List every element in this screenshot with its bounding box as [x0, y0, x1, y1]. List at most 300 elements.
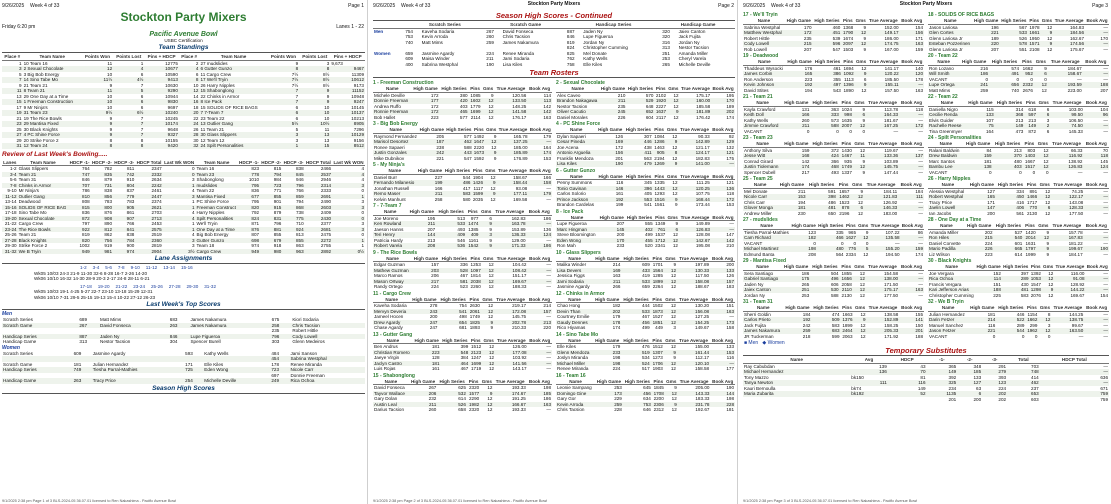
- table-cell: 748: [1007, 369, 1040, 375]
- table-cell: —: [918, 117, 923, 123]
- table-cell: 9: [854, 317, 867, 323]
- table-cell: 9648: [167, 126, 178, 132]
- table-cell: 120.22: [867, 71, 899, 77]
- table-cell: 9: [863, 46, 867, 52]
- team-name: 28 - One Day at a Time: [928, 217, 982, 223]
- table-cell: 66.33: [1070, 147, 1083, 153]
- column-header: Pins: [838, 182, 849, 187]
- table-cell: —: [729, 221, 734, 226]
- table-cell: —: [527, 268, 552, 274]
- team-name: 6 - Gutter Gunzo: [556, 167, 596, 174]
- table-cell: 2320: [468, 385, 480, 390]
- table-cell: 392: [948, 374, 957, 380]
- column-header: High Series: [626, 173, 652, 179]
- table-cell: 17-18: [4, 210, 17, 215]
- men-legend-icon: ■: [744, 340, 748, 346]
- table-cell: 12: [664, 268, 677, 274]
- table-cell: 208: [407, 243, 436, 249]
- table-cell: 242: [802, 322, 811, 328]
- column-header: Gms: [1039, 305, 1051, 310]
- table-cell: 164: [543, 144, 551, 150]
- table-cell: 9156: [353, 137, 364, 143]
- table-cell: 1602: [470, 98, 481, 103]
- table-cell: 563: [644, 155, 652, 161]
- table-cell: 9: [674, 202, 678, 207]
- table-cell: Franklin Mendoza: [557, 155, 594, 161]
- page-header: [0, 0, 367, 11]
- table-cell: Gaudy Dennes: [556, 320, 593, 326]
- column-header: Gms: [1041, 18, 1052, 23]
- table-cell: 11-12: [2, 194, 18, 200]
- table-cell: 910: [126, 177, 135, 182]
- table-cell: 761: [654, 227, 667, 233]
- table-cell: 325: [927, 380, 958, 386]
- table-cell: Jasmine Agardy: [421, 50, 455, 56]
- table-cell: 1577: [467, 391, 480, 397]
- table-cell: 155.11: [867, 82, 899, 88]
- column-header: Name: [373, 127, 418, 133]
- team-name: 30 - Black Knights: [928, 258, 972, 264]
- table-cell: 25: [16, 126, 22, 132]
- table-cell: 12: [488, 284, 494, 289]
- table-cell: Carlos Solorio: [557, 191, 586, 196]
- column-header: HDCP -2-: [91, 159, 112, 165]
- table-cell: Anthony Silva: [744, 147, 773, 153]
- table-cell: 162.83: [511, 215, 526, 221]
- roster-table: [743, 223, 924, 257]
- table-cell: Jami Sanson: [290, 350, 318, 356]
- roster-table: [373, 209, 552, 249]
- table-cell: Lisa Kiles: [556, 161, 596, 167]
- table-cell: VACANT: [744, 128, 763, 134]
- table-cell: 12: [482, 268, 495, 274]
- table-cell: 4: [191, 210, 195, 215]
- lane-pair: 5-6: [105, 265, 112, 270]
- table-cell: 133: [973, 374, 982, 380]
- column-header: True Average: [498, 168, 527, 173]
- table-cell: 126.92: [883, 199, 898, 205]
- table-cell: 8: [82, 143, 113, 149]
- table-cell: 1161: [468, 237, 479, 243]
- table-cell: 103.89: [884, 158, 899, 164]
- table-cell: Robert Varela: [373, 243, 407, 249]
- table-cell: 9830: [144, 99, 179, 105]
- table-cell: 226: [617, 114, 626, 120]
- roster-row: [373, 325, 552, 331]
- table-cell: 237: [1031, 385, 1039, 391]
- table-cell: 646: [643, 407, 651, 412]
- table-cell: 878: [837, 205, 851, 211]
- table-cell: 142.67: [679, 238, 711, 244]
- column-header: Pins: [845, 223, 856, 228]
- table-cell: 2058: [841, 281, 852, 287]
- table-cell: 9: [299, 99, 330, 105]
- table-cell: 172.08: [494, 309, 527, 315]
- roster-row: [556, 98, 735, 104]
- table-cell: 217: [412, 279, 440, 285]
- team-name: 19 - Deadwood: [743, 53, 779, 59]
- column-header: True Average: [1048, 59, 1083, 65]
- table-cell: 838: [126, 232, 135, 237]
- column-header: High Game: [784, 264, 809, 269]
- table-cell: 159: [915, 46, 923, 52]
- table-cell: 181: [777, 205, 806, 211]
- column-header: True Average: [866, 141, 899, 147]
- table-cell: 4½: [113, 77, 144, 83]
- table-cell: 1899: [842, 322, 853, 328]
- lane-pair: 19-20: [97, 283, 110, 289]
- table-cell: Chinks in Armor: [18, 183, 69, 189]
- team-name: 20 - Team 22: [928, 53, 958, 59]
- roster-row: [556, 139, 735, 145]
- roster-row: [556, 385, 735, 391]
- column-header: High Game: [786, 18, 811, 23]
- table-cell: 1247: [470, 355, 482, 360]
- table-cell: 74.50: [1050, 123, 1083, 129]
- table-cell: 26: [193, 126, 199, 132]
- column-header: Pins: [841, 264, 852, 269]
- table-cell: 4: [361, 166, 364, 171]
- table-cell: 1825: [469, 319, 480, 325]
- table-cell: 116.92: [1050, 153, 1084, 159]
- table-cell: 107.75: [695, 191, 710, 196]
- table-cell: 697: [271, 372, 280, 378]
- team-name: 10 - Glass Slippers: [556, 249, 601, 256]
- table-cell: Tayvor Wallace: [373, 391, 409, 397]
- column-header: Gms: [666, 378, 677, 384]
- table-cell: 219.17: [512, 303, 527, 308]
- table-cell: 9: [479, 221, 492, 227]
- table-cell: 192: [597, 197, 624, 203]
- table-cell: Jami Sodaria: [556, 279, 593, 285]
- table-cell: 794: [260, 172, 282, 178]
- table-cell: 403: [993, 164, 1023, 170]
- table-cell: 825: [566, 50, 575, 56]
- table-cell: —: [711, 161, 735, 167]
- team-name: 7 - 7-Team 7: [373, 203, 402, 209]
- table-cell: 2691: [305, 194, 332, 200]
- table-cell: 1674: [843, 35, 854, 41]
- table-cell: 10129: [330, 132, 365, 138]
- column-header: Place #: [179, 54, 200, 60]
- table-cell: 12: [487, 303, 494, 308]
- table-cell: 221: [973, 30, 1000, 36]
- table-cell: 182: [790, 235, 817, 241]
- table-cell: 775: [282, 216, 304, 222]
- column-header: Pins: [470, 255, 481, 261]
- table-cell: 756: [91, 238, 113, 244]
- table-cell: 12: [670, 303, 676, 308]
- table-cell: Keith Doll: [743, 112, 782, 118]
- roster-row: [928, 252, 1109, 258]
- table-cell: 1712: [655, 237, 666, 243]
- table-cell: 0: [865, 240, 869, 246]
- roster-table: [928, 141, 1109, 175]
- table-cell: 3: [332, 227, 365, 233]
- table-cell: 172: [412, 109, 440, 115]
- table-cell: mudslides: [196, 183, 238, 189]
- table-cell: 6: [195, 71, 199, 77]
- table-cell: 759: [1100, 396, 1108, 402]
- table-cell: 384: [460, 355, 469, 360]
- table-cell: 922: [68, 227, 90, 233]
- table-cell: 185.58: [696, 103, 711, 109]
- table-cell: 163: [543, 114, 551, 120]
- column-header: Name: [373, 297, 410, 303]
- table-cell: 486: [828, 199, 836, 205]
- column-header: Team Name: [199, 54, 267, 60]
- table-cell: 567: [1019, 24, 1027, 30]
- table-cell: 172: [899, 123, 924, 129]
- table-cell: Ralani Baldwin: [929, 147, 960, 153]
- table-cell: 355: [833, 76, 841, 82]
- table-cell: 1999: [1025, 251, 1036, 257]
- column-header: Gms: [855, 18, 866, 23]
- table-cell: 121.83: [864, 194, 898, 200]
- table-cell: Chris Tacsion: [557, 407, 585, 412]
- table-cell: 149.17: [867, 30, 899, 36]
- table-cell: Christopher Cumming: [929, 292, 974, 298]
- table-cell: 524: [621, 361, 650, 367]
- table-cell: 126.83: [679, 227, 711, 233]
- table-cell: 153: [777, 194, 806, 200]
- column-header: Pins: [1024, 141, 1035, 146]
- table-cell: 242: [418, 150, 445, 156]
- table-cell: 7: [268, 88, 299, 94]
- table-cell: 11 Team 21: [200, 126, 225, 132]
- table-cell: 1920: [655, 98, 667, 103]
- table-cell: 776: [845, 246, 857, 252]
- table-cell: 601: [1014, 240, 1023, 246]
- column-header: Name: [373, 86, 412, 92]
- table-cell: —: [898, 205, 924, 211]
- table-cell: 974: [113, 249, 135, 255]
- table-cell: 30: [193, 137, 199, 143]
- roster-row: [373, 180, 552, 186]
- table-cell: 526: [437, 402, 467, 408]
- table-cell: 12: [672, 133, 678, 139]
- table-cell: 218: [802, 333, 811, 339]
- column-header: Name: [373, 338, 413, 344]
- table-cell: 747: [68, 172, 90, 178]
- table-cell: 723: [270, 367, 289, 373]
- table-cell: 456: [623, 391, 652, 397]
- table-cell: 233: [616, 243, 625, 248]
- table-cell: Scratch Game: [2, 323, 78, 329]
- column-header: Gms: [665, 337, 676, 343]
- roster-table: [928, 264, 1109, 298]
- column-header: Place #: [2, 54, 23, 60]
- table-cell: 965: [848, 229, 856, 235]
- table-cell: 0: [1044, 76, 1047, 82]
- table-cell: 1599: [472, 191, 484, 196]
- column-header: Pins: [472, 168, 483, 173]
- table-cell: Freeman Construct: [196, 204, 236, 210]
- table-cell: 307: [644, 133, 652, 139]
- table-cell: Sabrina Westphal: [421, 61, 458, 67]
- table-cell: 1699: [470, 109, 481, 114]
- table-cell: 184.11: [883, 188, 898, 194]
- table-cell: 1097: [470, 267, 481, 273]
- table-cell: 202: [593, 309, 621, 315]
- table-cell: 2453: [151, 221, 162, 226]
- table-cell: 3: [268, 132, 299, 138]
- table-cell: 588: [830, 292, 839, 298]
- report-week: Week 4 of 33: [771, 3, 801, 9]
- table-cell: 7: [2, 77, 23, 83]
- roster-table: [556, 215, 735, 249]
- table-cell: 871: [251, 221, 260, 226]
- table-cell: 3-4: [2, 172, 18, 178]
- table-cell: 5: [19, 71, 22, 77]
- table-cell: 194.50: [885, 251, 900, 257]
- table-cell: 6: [957, 391, 982, 397]
- table-cell: 345: [644, 180, 652, 185]
- table-cell: 583: [443, 191, 471, 197]
- table-cell: 227: [434, 174, 443, 180]
- table-cell: 136: [711, 186, 735, 192]
- table-cell: —: [1077, 76, 1082, 82]
- table-cell: 593: [185, 350, 193, 356]
- table-cell: 564: [835, 251, 844, 257]
- table-cell: 205.00: [695, 385, 710, 390]
- table-cell: 184.17: [1068, 251, 1083, 257]
- table-cell: 9: [493, 155, 497, 161]
- column-header: High Series: [627, 86, 654, 91]
- column-header: Name: [373, 256, 412, 262]
- column-header: High Series: [621, 256, 650, 262]
- table-cell: —: [899, 276, 924, 282]
- table-cell: —: [918, 128, 923, 134]
- league-title: Stockton Party Mixers: [899, 1, 953, 7]
- table-cell: 126.00: [512, 344, 527, 349]
- table-cell: —: [729, 314, 734, 319]
- roster-table: [373, 297, 552, 331]
- column-header: Book Avg: [529, 127, 551, 132]
- usbc-certification: USBC Certification: [164, 38, 203, 43]
- column-header: Pins: [1025, 223, 1035, 228]
- table-cell: 532: [437, 391, 467, 397]
- table-cell: 171.92: [884, 333, 899, 339]
- table-cell: 1463: [654, 144, 665, 150]
- table-cell: 172: [430, 92, 439, 98]
- table-cell: 7: [140, 82, 144, 88]
- column-header: High Game: [409, 379, 438, 385]
- table-cell: 6: [140, 71, 144, 77]
- roster-row: [373, 314, 552, 320]
- column-header: High Game: [419, 127, 444, 132]
- table-cell: —: [1084, 317, 1109, 323]
- lane-pair: 23-24: [133, 283, 145, 289]
- table-cell: James Nakamura: [502, 39, 539, 45]
- column-header: Pins: [652, 255, 663, 261]
- column-header: True Average: [494, 297, 527, 303]
- table-cell: 846: [169, 334, 190, 340]
- table-cell: 2306: [653, 401, 664, 407]
- table-cell: 1592: [473, 155, 485, 161]
- table-cell: 23 Team 22: [200, 115, 225, 121]
- table-cell: 1542: [466, 243, 479, 249]
- lane-pair: 13-14: [163, 265, 175, 270]
- table-cell: 104.42: [512, 262, 527, 267]
- table-cell: 156: [596, 150, 624, 156]
- table-cell: 2097: [843, 41, 854, 46]
- table-cell: 9 Mr Ninja's: [23, 104, 48, 110]
- table-cell: 3: [2, 66, 23, 72]
- report-date: 9/26/2025: [373, 3, 396, 9]
- table-cell: 403: [459, 103, 468, 109]
- table-cell: 213: [1015, 117, 1024, 123]
- table-cell: Prince Jackson: [556, 197, 597, 203]
- table-cell: 12: [480, 402, 493, 408]
- table-cell: 1474: [466, 221, 479, 227]
- table-cell: 267: [486, 28, 494, 34]
- table-cell: —: [710, 361, 735, 367]
- table-cell: 8 Team 21: [23, 88, 82, 94]
- table-cell: 919: [104, 243, 113, 248]
- table-cell: Julian Hernandez: [929, 311, 965, 317]
- table-cell: 416: [1016, 199, 1025, 205]
- table-cell: 1903: [652, 366, 663, 371]
- column-header: Book Avg: [901, 223, 923, 228]
- table-cell: Kari Jefferson Arias: [928, 287, 975, 293]
- table-cell: 225: [993, 292, 1001, 298]
- column-header: Pins: [473, 127, 484, 132]
- column-header: Book Avg: [712, 255, 734, 261]
- table-cell: 474: [831, 311, 840, 317]
- page-footer: 9/1/2025 2:38 pm Page 1 of 3 BLS-2024-05 36.07.01 licensed to Ren Nakashima - Pacific Avenue Bowl: [2, 499, 177, 503]
- table-cell: 2409: [320, 210, 332, 215]
- table-cell: 1010: [248, 177, 260, 182]
- table-cell: 147: [968, 205, 996, 211]
- table-cell: Daniel Corvette: [929, 240, 961, 246]
- table-cell: 12: [487, 314, 494, 319]
- table-cell: James Corbin: [743, 71, 786, 77]
- column-header: High Series: [446, 127, 472, 132]
- table-cell: 451: [813, 30, 842, 36]
- table-cell: 183.00: [883, 210, 898, 216]
- table-cell: 540: [994, 235, 1024, 241]
- column-header: High Series: [995, 100, 1025, 106]
- column-header: True Average: [496, 86, 526, 91]
- table-cell: 10174: [144, 121, 179, 127]
- team-name: 24 - Spilt Personalities: [928, 135, 982, 141]
- table-cell: 1663: [842, 311, 853, 317]
- table-cell: Team 16: [196, 166, 215, 171]
- table-cell: 27: [2, 132, 23, 138]
- women-top-scores: [2, 351, 365, 384]
- table-cell: 1661: [1029, 30, 1040, 35]
- table-cell: 533: [1000, 30, 1028, 36]
- top-score-row: [2, 378, 365, 384]
- table-cell: 136: [850, 369, 887, 375]
- table-cell: 372: [831, 147, 839, 153]
- table-cell: Oliver Cacutio: [556, 109, 600, 115]
- table-cell: 476: [642, 344, 650, 349]
- table-cell: Kauri Bernoulla: [744, 385, 776, 391]
- table-cell: 137: [899, 153, 924, 159]
- league-title: Stockton Party Mixers: [527, 1, 581, 7]
- table-cell: 224: [486, 50, 494, 56]
- column-header: Gms: [1037, 141, 1048, 146]
- table-cell: 10155: [165, 137, 178, 143]
- table-cell: Team 23: [196, 172, 238, 178]
- table-cell: 424: [810, 153, 839, 159]
- roster-table: [556, 297, 735, 331]
- table-cell: 481: [1002, 287, 1030, 293]
- table-cell: 0: [332, 216, 365, 222]
- column-header: Name: [928, 18, 973, 24]
